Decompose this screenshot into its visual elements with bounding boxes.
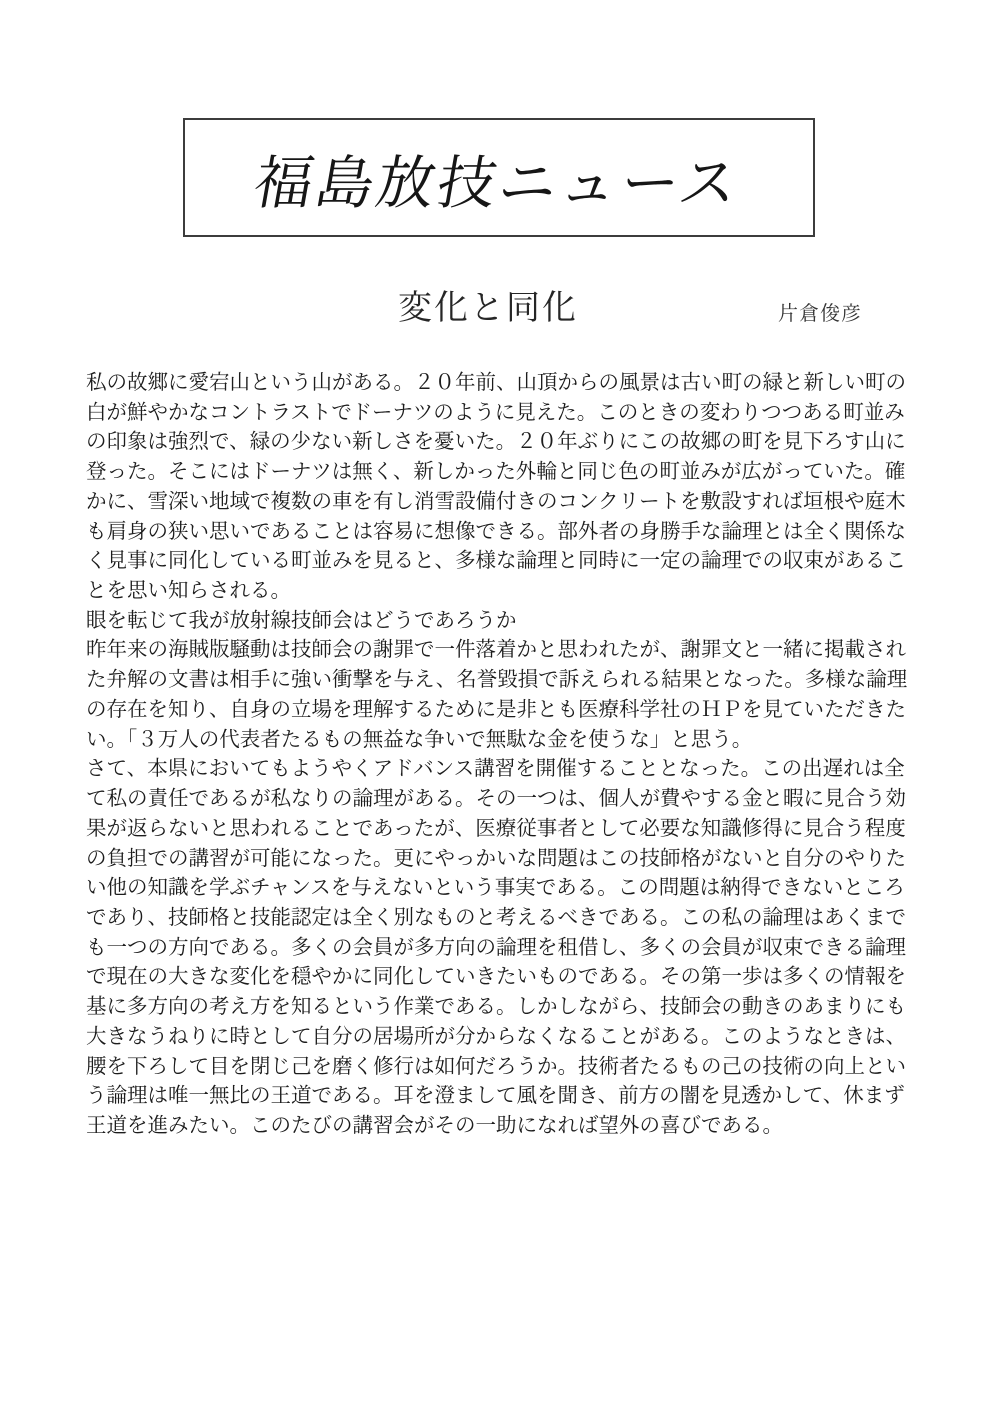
body-line: 昨年来の海賊版騒動は技師会の謝罪で一件落着かと思われたが、謝罪文と一緒に掲載され [86,639,906,662]
body-line: い他の知識を学ぶチャンスを与えないという事実である。この問題は納得できないところ [86,877,905,900]
body-line: う論理は唯一無比の王道である。耳を澄まして風を聞き、前方の闇を見透かして、休まず [86,1085,905,1108]
body-line: の印象は強烈で、緑の少ない新しさを憂いた。２０年ぶりにこの故郷の町を見下ろす山に [86,431,906,454]
body-line: 果が返らないと思われることであったが、医療従事者として必要な知識修得に見合う程度 [86,817,906,840]
body-line: さて、本県においてもようやくアドバンス講習を開催することとなった。この出遅れは全 [86,758,905,781]
body-line: とを思い知らされる。 [86,580,291,603]
body-line: も一つの方向である。多くの会員が多方向の論理を租借し、多くの会員が収束できる論理 [86,936,906,959]
body-line: て私の責任であるが私なりの論理がある。その一つは、個人が費やする金と暇に見合う効 [86,788,906,811]
article-author: 片倉俊彦 [778,303,862,325]
body-line: 私の故郷に愛宕山という山がある。２０年前、山頂からの風景は古い町の緑と新しい町の [86,372,906,394]
body-line: で現在の大きな変化を穏やかに同化していきたいものである。その第一歩は多くの情報を [86,966,906,989]
body-line: 腰を下ろして目を閉じ己を磨く修行は如何だろうか。技術者たるもの己の技術の向上とい [86,1055,906,1078]
body-line: 基に多方向の考え方を知るという作業である。しかしながら、技師会の動きのあまりにも [86,996,906,1019]
body-line: も肩身の狭い思いであることは容易に想像できる。部外者の身勝手な論理とは全く関係な [86,520,906,543]
body-line: の存在を知り、自身の立場を理解するために是非とも医療科学社のＨＰを見ていただきた [86,698,906,721]
body-line: い。「３万人の代表者たるもの無益な争いで無駄な金を使うな」と思う。 [86,728,753,751]
body-line: の負担での講習が可能になった。更にやっかいな問題はこの技師格がないと自分のやりた [86,847,906,870]
body-line: く見事に同化している町並みを見ると、多様な論理と同時に一定の論理での収束があるこ [86,550,906,573]
article-title: 変化と同化 [398,290,578,327]
body-line: 大きなうねりに時として自分の居場所が分からなくなることがある。このようなときは、 [86,1025,906,1048]
body-line: 登った。そこにはドーナツは無く、新しかった外輪と同じ色の町並みが広がっていた。確 [86,461,906,484]
body-line: であり、技師格と技能認定は全く別なものと考えるべきである。この私の論理はあくまで [86,906,906,929]
body-line: た弁解の文書は相手に強い衝撃を与え、名誉毀損で訴えられる結果となった。多様な論理 [86,669,908,692]
body-line: 眼を転じて我が放射線技師会はどうであろうか [86,609,517,632]
article-body [86,369,910,1142]
body-line: 白が鮮やかなコントラストでドーナツのように見えた。このときの変わりつつある町並み [86,401,905,424]
body-line: 王道を進みたい。このたびの講習会がその一助になれば望外の喜びである。 [86,1114,783,1137]
masthead-box [183,118,815,237]
body-line: かに、雪深い地域で複数の車を有し消雪設備付きのコンクリートを敷設すれば垣根や庭木 [86,490,906,513]
masthead-title: 福島放技ニュース [249,150,747,216]
